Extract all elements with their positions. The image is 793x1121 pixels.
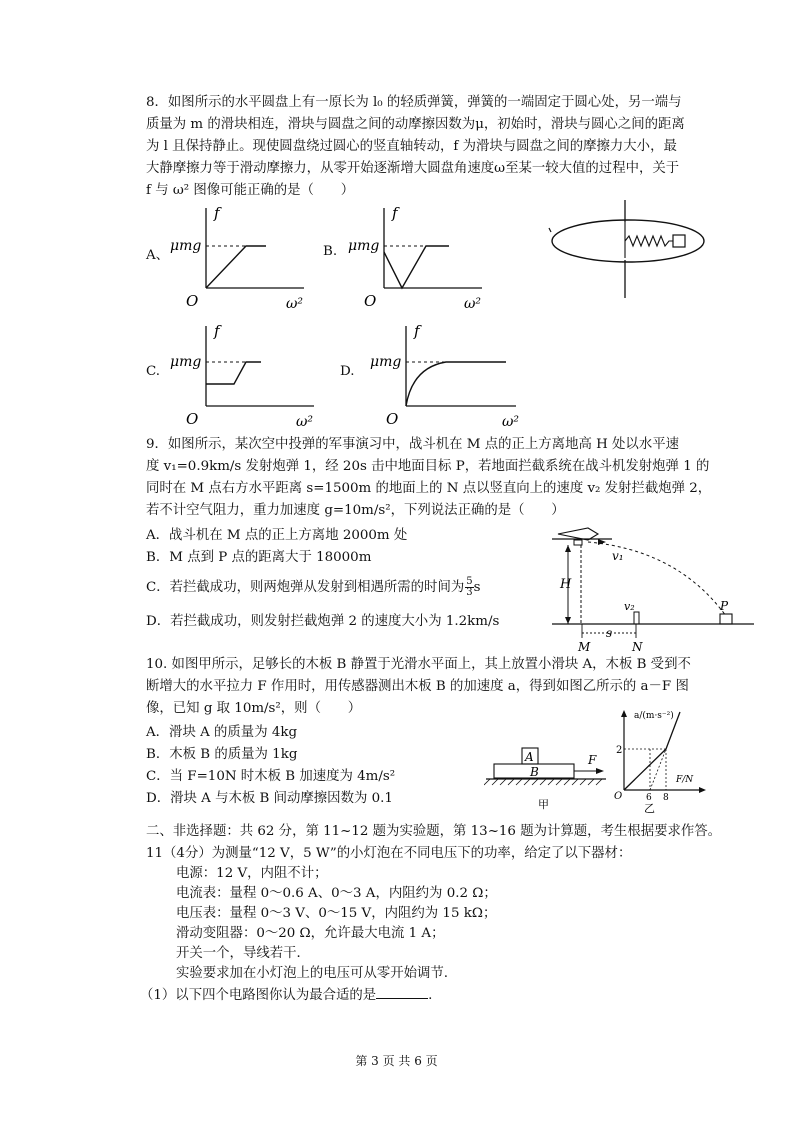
- q11-part-1-end: .: [428, 988, 433, 1003]
- q8-line-2: 质量为 m 的滑块相连，滑块与圆盘之间的动摩擦因数为μ，初始时，滑块与圆心之间的距离: [146, 117, 685, 132]
- q11-item-requirement: 实验要求加在小灯泡上的电压可从零开始调节.: [176, 966, 449, 981]
- q10-yi-y-label: a/(m·s⁻²): [634, 711, 674, 721]
- q11-item-ammeter: 电流表：量程 0～0.6 A、0～3 A，内阻约为 0.2 Ω；: [176, 886, 497, 901]
- q10-force-f-label: F: [588, 753, 597, 767]
- q9-s-label: s: [606, 626, 613, 640]
- q8a-y-label: f: [214, 204, 220, 222]
- section-2-title: 二、非选择题：共 62 分，第 11~12 题为实验题，第 13~16 题为计算题，考生根据要求作答。: [146, 824, 722, 839]
- q8-graph-c: [166, 318, 326, 428]
- q10-option-b: B．木板 B 的质量为 1kg: [146, 747, 298, 762]
- q9-v2-label: v₂: [624, 600, 635, 613]
- q11-part-1-text: （1）以下四个电路图你认为最合适的是: [140, 988, 377, 1003]
- q10-figure-jia: [484, 742, 610, 814]
- q8c-x-label: ω²: [296, 414, 314, 428]
- q9-h-label: H: [560, 577, 572, 592]
- q8c-mumg: μmg: [170, 354, 202, 370]
- q11-intro: 11（4分）为测量“12 V，5 W”的小灯泡在不同电压下的功率，给定了以下器材：: [146, 846, 632, 861]
- q9-option-b: B．M 点到 P 点的距离大于 18000m: [146, 550, 372, 565]
- q8a-x-label: ω²: [286, 296, 304, 310]
- q11-part-1: [140, 984, 432, 1006]
- q11-item-power: 电源：12 V，内阻不计；: [176, 866, 328, 881]
- q8d-x-label: ω²: [502, 414, 520, 428]
- answer-blank[interactable]: [376, 984, 428, 999]
- q10-jia-caption: 甲: [538, 798, 549, 811]
- q9-p-label: P: [720, 599, 729, 613]
- q8-disk-figure: [545, 198, 715, 302]
- q8-option-d-label: D.: [340, 364, 355, 379]
- q9-line-1: 9．如图所示，某次空中投弹的军事演习中，战斗机在 M 点的正上方离地高 H 处以水平速: [146, 437, 679, 452]
- q9-option-d: D．若拦截成功，则发射拦截炮弹 2 的速度大小为 1.2km/s: [146, 614, 500, 629]
- q10-board-b-label: B: [530, 765, 539, 779]
- q8c-y-label: f: [214, 322, 220, 340]
- q8b-origin: O: [364, 292, 377, 310]
- q9-option-c-unit: s: [473, 580, 481, 595]
- q8b-mumg: μmg: [348, 238, 380, 254]
- q9-option-c: [146, 576, 480, 598]
- q10-line-1: 10. 如图甲所示，足够长的木板 B 静置于光滑水平面上，其上放置小滑块 A，木板 B 受到不: [146, 657, 691, 672]
- q9-line-3: 同时在 M 点右方水平距离 s=1500m 的地面上的 N 点以竖直向上的速度 v₂ 发射拦截炮弹 2，: [146, 481, 712, 496]
- q9-option-c-fraction: [465, 577, 473, 598]
- q8c-origin: O: [186, 410, 199, 428]
- q11-item-voltmeter: 电压表：量程 0～3 V、0～15 V，内阻约为 15 kΩ；: [176, 906, 497, 921]
- q9-option-c-numerator: 5: [466, 576, 473, 587]
- q10-line-2: 断增大的水平拉力 F 作用时，用传感器测出木板 B 的加速度 a，得到如图乙所示的 a－F 图: [146, 679, 689, 694]
- q10-block-a-label: A: [525, 750, 534, 764]
- q9-option-c-text: C．若拦截成功，则两炮弹从发射到相遇所需的时间为: [146, 580, 465, 595]
- q10-yi-caption: 乙: [644, 802, 655, 815]
- q10-option-c: C．当 F=10N 时木板 B 加速度为 4m/s²: [146, 769, 396, 784]
- q8d-mumg: μmg: [370, 354, 402, 370]
- q8-option-c-label: C.: [146, 364, 161, 379]
- fighter-jet-icon: [558, 528, 598, 540]
- q8-option-b-label: B.: [323, 244, 338, 259]
- page-footer: 第 3 页 共 6 页: [355, 1054, 438, 1068]
- q8-graph-d: [366, 318, 536, 428]
- q8-line-1: 8．如图所示的水平圆盘上有一原长为 l₀ 的轻质弹簧，弹簧的一端固定于圆心处，另一端与: [146, 95, 682, 110]
- q8-line-5: f 与 ω² 图像可能正确的是（ ）: [146, 183, 355, 198]
- q8a-mumg: μmg: [170, 238, 202, 254]
- q10-figure-yi: [610, 706, 710, 818]
- q8d-origin: O: [386, 410, 399, 428]
- q8a-origin: O: [186, 292, 199, 310]
- q9-m-label: M: [578, 640, 591, 654]
- q10-yi-x6: 6: [646, 793, 652, 803]
- q8-graph-a: [166, 200, 316, 310]
- q9-option-a: A．战斗机在 M 点的正上方离地 2000m 处: [146, 528, 408, 543]
- q8-line-4: 大静摩擦力等于滑动摩擦力，从零开始逐渐增大圆盘角速度ω至某一较大值的过程中，关于: [146, 161, 680, 176]
- q8-option-a-label: A、: [146, 248, 170, 263]
- q10-line-3: 像，已知 g 取 10m/s²，则（ ）: [146, 701, 362, 716]
- q8d-y-label: f: [414, 322, 420, 340]
- q10-yi-origin: O: [614, 791, 623, 802]
- q11-item-rheostat: 滑动变阻器：0～20 Ω，允许最大电流 1 A；: [176, 926, 445, 941]
- q9-n-label: N: [632, 640, 643, 654]
- q8b-y-label: f: [392, 204, 398, 222]
- q9-line-4: 若不计空气阻力，重力加速度 g=10m/s²，下列说法正确的是（ ）: [146, 503, 565, 518]
- q8-line-3: 为 l 且保持静止。现使圆盘绕过圆心的竖直轴转动，f 为滑块与圆盘之间的摩擦力大小，最: [146, 139, 677, 154]
- q10-yi-x8: 8: [663, 793, 669, 803]
- q11-item-switch: 开关一个，导线若干．: [176, 946, 310, 961]
- q9-option-c-denominator: 3: [466, 587, 473, 598]
- q9-line-2: 度 v₁=0.9km/s 发射炮弹 1，经 20s 击中地面目标 P，若地面拦截系统在战斗机发射炮弹 1 的: [146, 459, 710, 474]
- q8-graph-b: [344, 200, 494, 310]
- q9-v1-label: v₁: [612, 549, 624, 563]
- q10-yi-y2: 2: [616, 745, 623, 756]
- q9-figure: [548, 520, 758, 654]
- q8b-x-label: ω²: [464, 296, 482, 310]
- q10-yi-x-label: F/N: [676, 775, 694, 785]
- q10-option-d: D．滑块 A 与木板 B 间动摩擦因数为 0.1: [146, 791, 393, 806]
- q10-option-a: A．滑块 A 的质量为 4kg: [146, 725, 298, 740]
